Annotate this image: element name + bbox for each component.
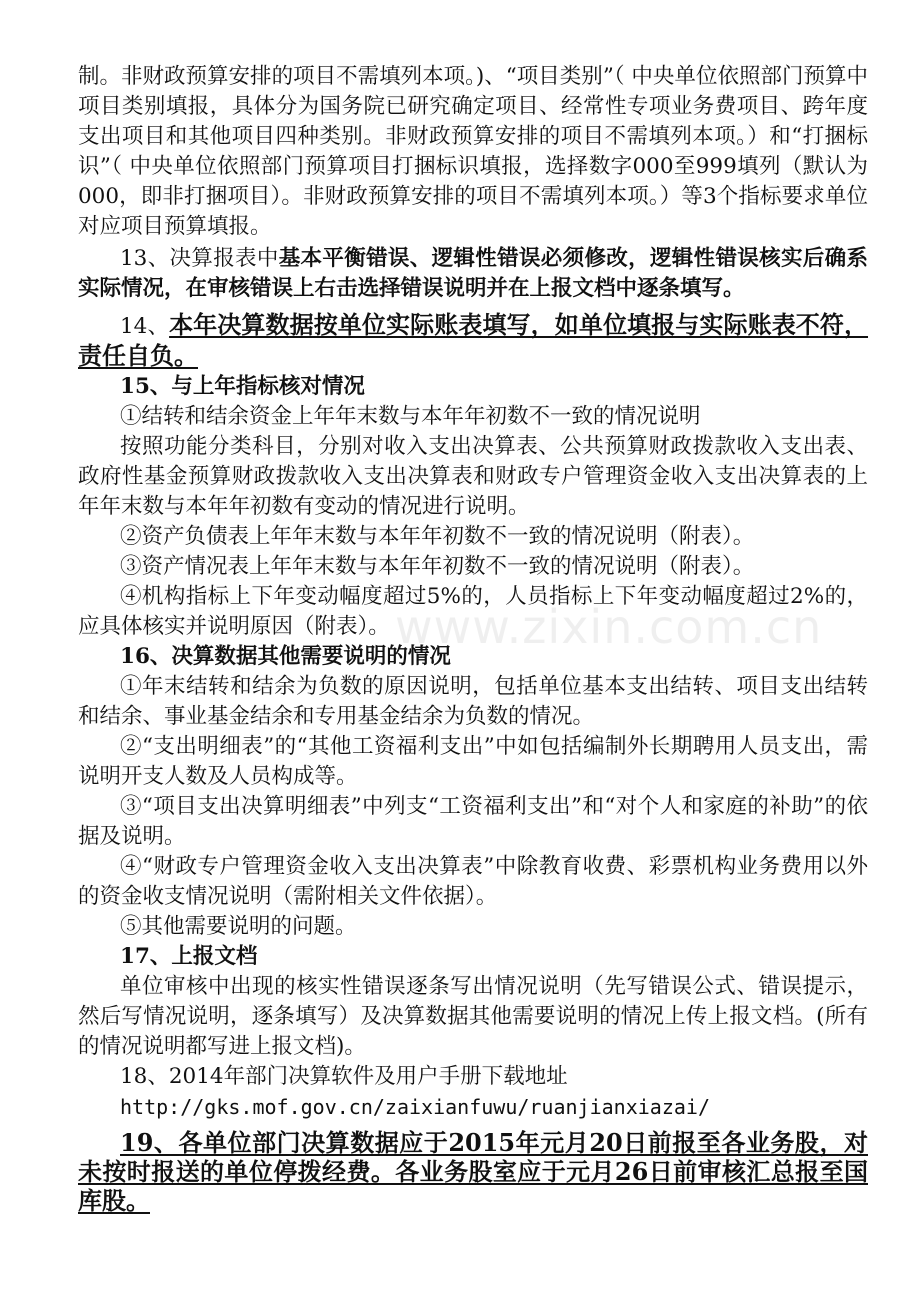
download-url: http://gks.mof.gov.cn/zaixianfuwu/ruanjianxiazai/ — [120, 1095, 711, 1119]
item-15-1-body: 按照功能分类科目，分别对收入支出决算表、公共预算财政拨款收入支出表、政府性基金预算财政拨款收入支出决算表和财政专户管理资金收入支出决算表的上年年末数与本年年初数有变动的情况进行说明。 — [78, 434, 868, 519]
item-15-4: ④机构指标上下年变动幅度超过5%的，人员指标上下年变动幅度超过2%的，应具体核实并说明原因（附表）。 — [78, 584, 868, 639]
item-18: 18、2014年部门决算软件及用户手册下载地址 — [120, 1064, 568, 1089]
item-19-text: 19、各单位部门决算数据应于2015年元月20日前报至各业务股，对未按时报送的单位停拨经费。各业务股室应于元月26日前审核汇总报至国库股。 — [78, 1128, 868, 1215]
heading-16: 16、决算数据其他需要说明的情况 — [120, 644, 451, 669]
item-15-3: ③资产情况表上年年末数与本年年初数不一致的情况说明（附表）。 — [120, 554, 755, 579]
item-15-1: ①结转和结余资金上年年末数与本年年初数不一致的情况说明 — [120, 404, 701, 429]
item-17-body: 单位审核中出现的核实性错误逐条写出情况说明（先写错误公式、错误提示，然后写情况说明，逐条填写）及决算数据其他需要说明的情况上传上报文档。(所有的情况说明都写进上报文档)。 — [78, 974, 868, 1059]
item-16-3: ③“项目支出决算明细表”中列支“工资福利支出”和“对个人和家庭的补助”的依据及说明。 — [78, 794, 868, 849]
item-16-2: ②“支出明细表”的“其他工资福利支出”中如包括编制外长期聘用人员支出，需说明开支人数及人员构成等。 — [78, 734, 868, 789]
item-13-bold: 基本平衡错误、逻辑性错误必须修改，逻辑性错误核实后确系实际情况，在审核错误上右击选择错误说明并在上报文档中逐条填写。 — [78, 246, 868, 301]
item-14-prefix: 14、 — [120, 314, 170, 339]
item-14-text: 本年决算数据按单位实际账表填写，如单位填报与实际账表不符，责任自负。 — [78, 310, 869, 370]
heading-17: 17、上报文档 — [120, 944, 258, 969]
document-body — [78, 62, 868, 1215]
watermark: www.zixin.com.cn — [395, 600, 823, 654]
item-16-4: ④“财政专户管理资金收入支出决算表”中除教育收费、彩票机构业务费用以外的资金收支情况说明（需附相关文件依据）。 — [78, 854, 868, 909]
item-15-2: ②资产负债表上年年末数与本年年初数不一致的情况说明（附表）。 — [120, 524, 755, 549]
item-16-1: ①年末结转和结余为负数的原因说明，包括单位基本支出结转、项目支出结转和结余、事业基金结余和专用基金结余为负数的情况。 — [78, 674, 868, 729]
heading-15: 15、与上年指标核对情况 — [120, 374, 365, 399]
intro-paragraph: 制。非财政预算安排的项目不需填列本项。)、“项目类别”（ 中央单位依照部门预算中项目类别填报，具体分为国务院已研究确定项目、经常性专项业务费项目、跨年度支出项目和其他项目四种类别。非财政预算安排的项目不需填列本项。）和“打捆标识”（ 中央单位依照部门预算项目打捆标识填报，选择数字000至999填列（默认为000，即非打捆项目）。非财政预算安排的项目不需填列本项。）等3个指标要求单位对应项目预算填报。 — [78, 64, 868, 239]
item-14 — [78, 310, 868, 370]
item-13 — [78, 244, 868, 304]
item-19 — [78, 1128, 868, 1215]
item-16-5: ⑤其他需要说明的问题。 — [120, 914, 357, 939]
item-13-prefix: 13、决算报表中 — [120, 246, 279, 271]
